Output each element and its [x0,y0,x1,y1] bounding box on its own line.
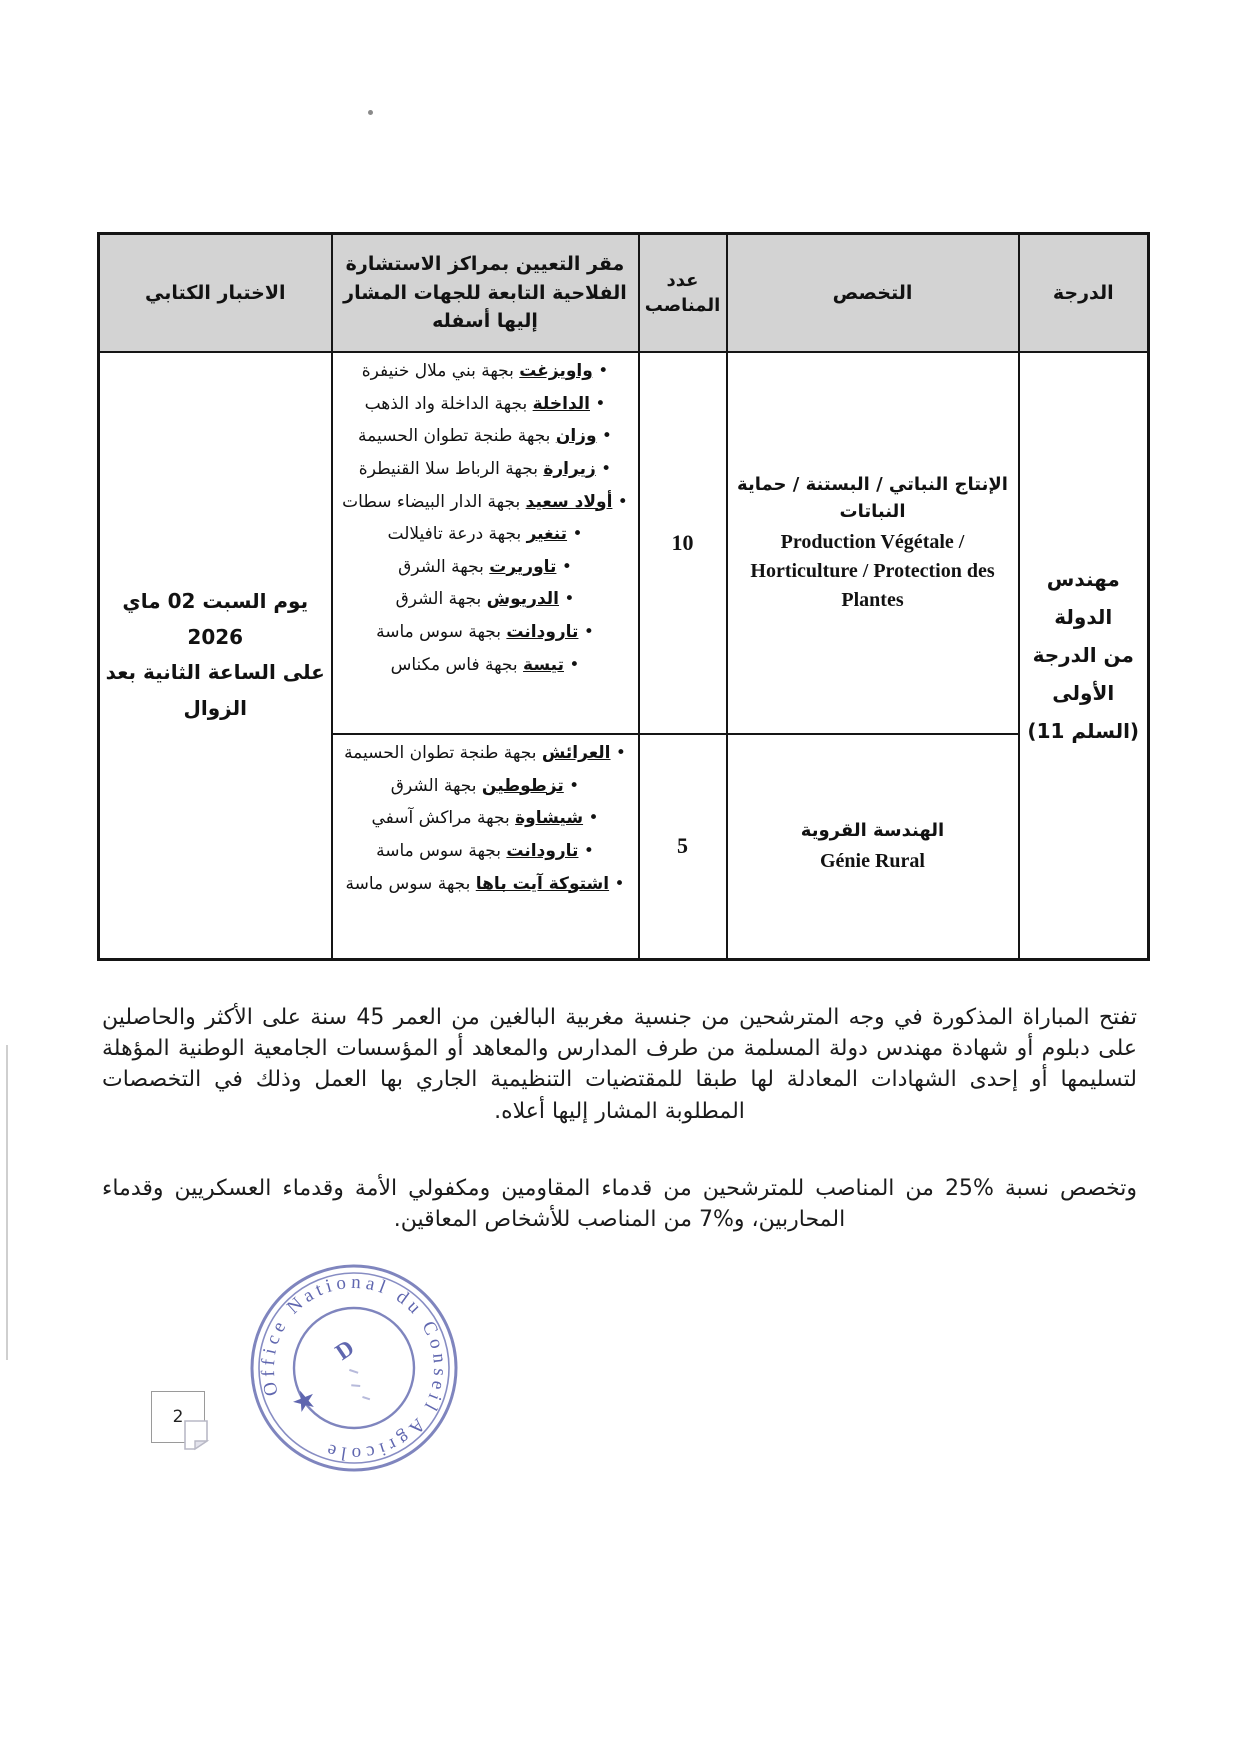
location-item: • العرائش بجهة طنجة تطوان الحسيمة [344,743,626,763]
grade-cell [1019,352,1149,959]
positions-count-row1: 10 [639,352,727,734]
specialty-arabic: الهندسة القروية [800,819,945,841]
location-name: أولاد سعيد [525,491,613,512]
location-name: العرائش [541,743,611,763]
header-specialty: التخصص [727,234,1019,353]
specialty-cell-row2 [727,734,1019,959]
location-name: الدريوش [486,589,559,610]
location-item: • الدريوش بجهة الشرق [395,589,575,610]
location-item: • تزطوطين بجهة الشرق [390,775,580,796]
location-name: تاوريرت [489,556,557,577]
paragraph-eligibility: تفتح المباراة المذكورة في وجه المترشحين من جنسية مغربية البالغين من العمر 45 سنة على الأكثر والحاصلين على دبلوم أو شهادة مهندس دولة المسلمة من طرف المدارس والمعاهد أو المؤسسات الجامعية الوطنية المؤهلة لتسليمها أو إحدى الشهادات المعادلة لها طبقا للمقتضيات التنظيمية الجاري بها العمل وذلك في التخصصات المطلوبة المشار إليها أعلاه. [102,1005,1137,1124]
location-item: • واويزغت بجهة بني ملال خنيفرة [361,361,609,381]
location-item: • تيسة بجهة فاس مكناس [390,654,580,675]
specialty-arabic: الإنتاج النباتي / البستنة / حماية النباتات [737,474,1008,522]
location-item: • تارودانت بجهة سوس ماسة [376,622,594,642]
header-grade: الدرجة [1019,234,1149,353]
text-line: على الساعة الثانية بعد [105,660,325,685]
header-location: مقر التعيين بمراكز الاستشارة الفلاحية التابعة للجهات المشار إليها أسفله [332,234,639,353]
location-name: وزان [555,426,597,447]
text-line: (السلم 11) [1027,719,1140,744]
location-name: تارودانت [506,622,579,642]
location-name: الداخلة [532,393,590,414]
stamp-ring-text: Office National du Conseil Agricole [257,1271,451,1465]
scan-speck [368,110,373,115]
recruitment-table [97,232,1150,961]
table-row [99,352,1149,734]
location-item: • تاوريرت بجهة الشرق [398,556,572,577]
paragraph-quota: وتخصص نسبة %25 من المناصب للمترشحين من قدماء المقاومين ومكفولي الأمة وقدماء العسكريين وقدماء المحاربين، و%7 من المناصب للأشخاص المعاقين. [102,1175,1137,1233]
location-name: تنغير [526,524,568,545]
location-name: زيرارة [543,458,596,479]
locations-cell-row2 [332,734,639,959]
stamp-illegible-marks [346,1367,370,1404]
location-item: • تنغير بجهة درعة تافيلالت [387,524,583,545]
text-line: مهندس الدولة [1046,567,1120,630]
location-item: • الداخلة بجهة الداخلة واد الذهب [364,393,606,414]
positions-count-row2: 5 [639,734,727,959]
text-line: من الدرجة الأولى [1032,643,1134,706]
location-item: • أولاد سعيد بجهة الدار البيضاء سطات [342,491,628,512]
location-name: اشتوكة آيت باها [475,873,610,894]
star-icon: ★ [286,1380,322,1421]
exam-date-cell [99,352,332,959]
text-line: يوم السبت 02 ماي 2026 [122,589,309,649]
specialty-french: Production Végétale / Horticulture / Protection des Plantes [750,531,995,611]
location-name: واويزغت [519,361,593,381]
scan-margin-artifact [6,1045,8,1360]
body-text [102,1002,1137,1235]
location-name: تيسة [523,654,564,675]
location-item: • زيرارة بجهة الرباط سلا القنيطرة [358,458,612,479]
folded-page-icon [181,1419,211,1451]
location-name: تارودانت [506,840,579,861]
header-exam: الاختبار الكتابي [99,234,332,353]
location-item: • تارودانت بجهة سوس ماسة [376,840,594,861]
official-round-stamp [204,1218,503,1517]
text-line: الزوال [183,695,247,720]
table-header-row [99,234,1149,353]
stamp-center-letter: D [330,1334,359,1365]
specialty-french: Génie Rural [820,849,925,872]
location-name: تزطوطين [481,775,564,796]
locations-cell-row1 [332,352,639,734]
location-item: • اشتوكة آيت باها بجهة سوس ماسة [345,873,625,894]
header-positions: عدد المناصب [639,234,727,353]
location-name: شيشاوة [515,808,584,829]
location-item: • شيشاوة بجهة مراكش آسفي [371,808,599,829]
page-number: 2 [172,1407,184,1427]
specialty-cell-row1 [727,352,1019,734]
location-item: • وزان بجهة طنجة تطوان الحسيمة [358,426,612,447]
